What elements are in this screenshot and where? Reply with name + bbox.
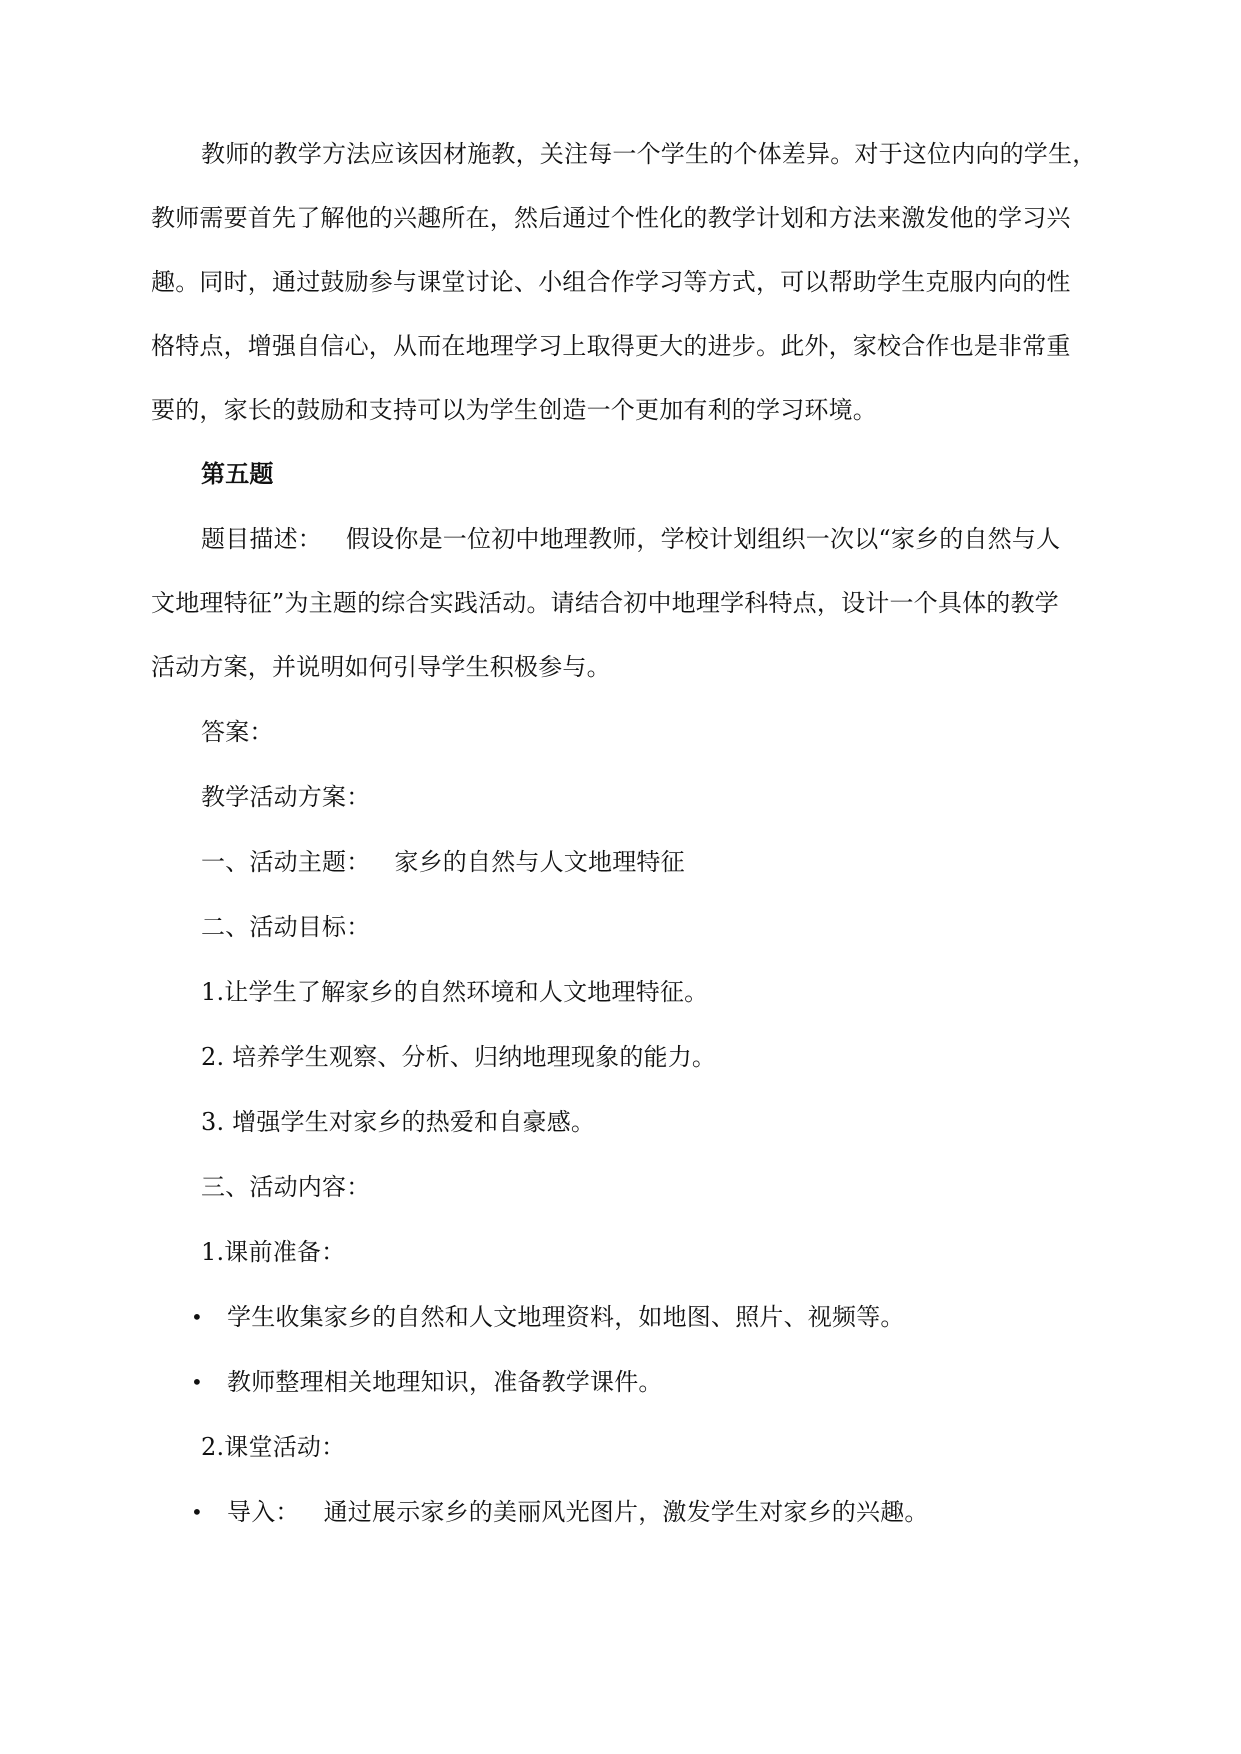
- plan-label: 教学活动方案：: [201, 783, 371, 811]
- class-label: 2.课堂活动：: [201, 1433, 346, 1461]
- goal-item: 2. 培养学生观察、分析、归纳地理现象的能力。: [201, 1043, 717, 1071]
- list-item-text: 教师整理相关地理知识，准备教学课件。: [227, 1368, 663, 1396]
- content-label: 三、活动内容：: [201, 1173, 371, 1201]
- theme-line: [151, 846, 1091, 878]
- bullet-icon: •: [191, 1305, 203, 1329]
- list-item: [151, 1366, 1091, 1398]
- question-line: 活动方案，并说明如何引导学生积极参与。: [151, 653, 611, 681]
- goals-label: 二、活动目标：: [201, 913, 371, 941]
- question-line: [151, 523, 1091, 555]
- question-text: 假设你是一位初中地理教师，学校计划组织一次以“家乡的自然与人: [346, 525, 1061, 553]
- list-item-text: 学生收集家乡的自然和人文地理资料，如地图、照片、视频等。: [227, 1303, 905, 1331]
- theme-value: 家乡的自然与人文地理特征: [394, 848, 685, 876]
- paragraph-line: 教师需要首先了解他的兴趣所在，然后通过个性化的教学计划和方法来激发他的学习兴: [151, 204, 1071, 232]
- bullet-icon: •: [191, 1370, 203, 1394]
- answer-label: 答案：: [201, 718, 274, 746]
- list-item: [151, 1301, 1091, 1333]
- goal-item: 1.让学生了解家乡的自然环境和人文地理特征。: [201, 978, 709, 1006]
- prep-label: 1.课前准备：: [201, 1238, 346, 1266]
- question-label: 题目描述：: [201, 525, 322, 553]
- paragraph-line: 趣。同时，通过鼓励参与课堂讨论、小组合作学习等方式，可以帮助学生克服内向的性: [151, 268, 1071, 296]
- document-content: [151, 138, 1097, 1561]
- theme-label: 一、活动主题：: [201, 848, 371, 876]
- list-item: [151, 1496, 1091, 1528]
- list-item-text: 通过展示家乡的美丽风光图片，激发学生对家乡的兴趣。: [323, 1498, 929, 1526]
- question-line: 文地理特征”为主题的综合实践活动。请结合初中地理学科特点，设计一个具体的教学: [151, 589, 1059, 617]
- paragraph-line: 要的，家长的鼓励和支持可以为学生创造一个更加有利的学习环境。: [151, 396, 877, 424]
- bullet-icon: •: [191, 1500, 203, 1524]
- list-item-label: 导入：: [227, 1498, 300, 1526]
- paragraph-line: 教师的教学方法应该因材施教，关注每一个学生的个体差异。对于这位内向的学生，: [201, 140, 1097, 168]
- goal-item: 3. 增强学生对家乡的热爱和自豪感。: [201, 1108, 596, 1136]
- section-heading: 第五题: [201, 460, 274, 488]
- paragraph-line: 格特点，增强自信心，从而在地理学习上取得更大的进步。此外，家校合作也是非常重: [151, 332, 1071, 360]
